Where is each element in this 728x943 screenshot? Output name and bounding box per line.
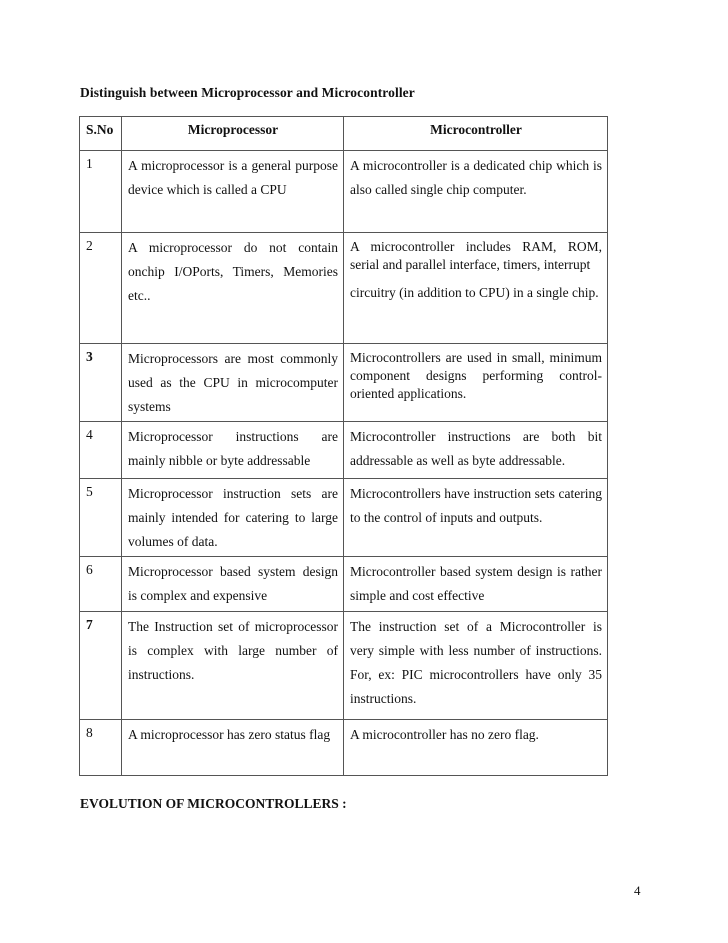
table-row <box>80 612 608 720</box>
microcontroller-cell <box>344 344 608 422</box>
row-sno: 1 <box>80 151 122 233</box>
table-row <box>80 344 608 422</box>
table-row <box>80 151 608 233</box>
microprocessor-text: Microprocessor instruction sets are mainly intended for catering to large volumes of data. <box>128 486 338 549</box>
microcontroller-cell <box>344 612 608 720</box>
microcontroller-text: A microcontroller has no zero flag. <box>350 727 539 742</box>
page-number: 4 <box>634 883 641 898</box>
microcontroller-text: Microcontrollers have instruction sets catering to the control of inputs and outputs. <box>350 486 602 525</box>
microprocessor-text: Microprocessor instructions are mainly nibble or byte addressable <box>128 429 338 468</box>
row-sno: 5 <box>80 479 122 557</box>
microcontroller-text: A microcontroller is a dedicated chip which is also called single chip computer. <box>350 158 602 197</box>
section-heading: EVOLUTION OF MICROCONTROLLERS : <box>80 796 347 811</box>
microprocessor-cell <box>122 233 344 344</box>
microprocessor-cell <box>122 479 344 557</box>
table-row <box>80 422 608 479</box>
microprocessor-text: The Instruction set of microprocessor is complex with large number of instructions. <box>128 619 338 682</box>
microprocessor-text: Microprocessors are most commonly used as the CPU in microcomputer systems <box>128 351 338 414</box>
table-row <box>80 233 608 344</box>
page-heading: Distinguish between Microprocessor and Microcontroller <box>80 85 415 100</box>
microcontroller-cell <box>344 422 608 479</box>
microprocessor-cell <box>122 557 344 612</box>
row-sno: 7 <box>80 612 122 720</box>
table-row <box>80 557 608 612</box>
microcontroller-text: Microcontroller instructions are both bit addressable as well as byte addressable. <box>350 429 602 468</box>
microprocessor-cell <box>122 422 344 479</box>
row-sno: 2 <box>80 233 122 344</box>
microcontroller-cell <box>344 151 608 233</box>
microcontroller-text: The instruction set of a Microcontroller is very simple with less number of instructions. For, ex: PIC microcontrollers have only 35 instructions. <box>350 619 602 706</box>
row-sno: 3 <box>80 344 122 422</box>
microprocessor-cell <box>122 720 344 776</box>
microcontroller-cell <box>344 720 608 776</box>
microprocessor-text: A microprocessor do not contain onchip I/OPorts, Timers, Memories etc.. <box>128 240 338 303</box>
row-sno: 4 <box>80 422 122 479</box>
table-row <box>80 720 608 776</box>
microcontroller-text: Microcontrollers are used in small, minimum component designs performing control-oriented applications. <box>350 350 602 401</box>
microcontroller-cell <box>344 557 608 612</box>
microprocessor-text: A microprocessor is a general purpose device which is called a CPU <box>128 158 338 197</box>
table-header-row <box>80 117 608 151</box>
row-sno: 8 <box>80 720 122 776</box>
microcontroller-cell <box>344 479 608 557</box>
microprocessor-text: Microprocessor based system design is complex and expensive <box>128 564 338 603</box>
header-sno: S.No <box>80 117 122 151</box>
microcontroller-text-continued: circuitry (in addition to CPU) in a single chip. <box>350 285 599 300</box>
microprocessor-text: A microprocessor has zero status flag <box>128 727 331 742</box>
header-microcontroller: Microcontroller <box>344 117 608 151</box>
microcontroller-text: A microcontroller includes RAM, ROM, serial and parallel interface, timers, interrupt <box>350 239 602 272</box>
table-row <box>80 479 608 557</box>
header-microprocessor: Microprocessor <box>122 117 344 151</box>
microcontroller-text: Microcontroller based system design is rather simple and cost effective <box>350 564 602 603</box>
microprocessor-cell <box>122 612 344 720</box>
comparison-table <box>79 116 608 776</box>
microcontroller-cell <box>344 233 608 344</box>
microprocessor-cell <box>122 344 344 422</box>
microprocessor-cell <box>122 151 344 233</box>
row-sno: 6 <box>80 557 122 612</box>
